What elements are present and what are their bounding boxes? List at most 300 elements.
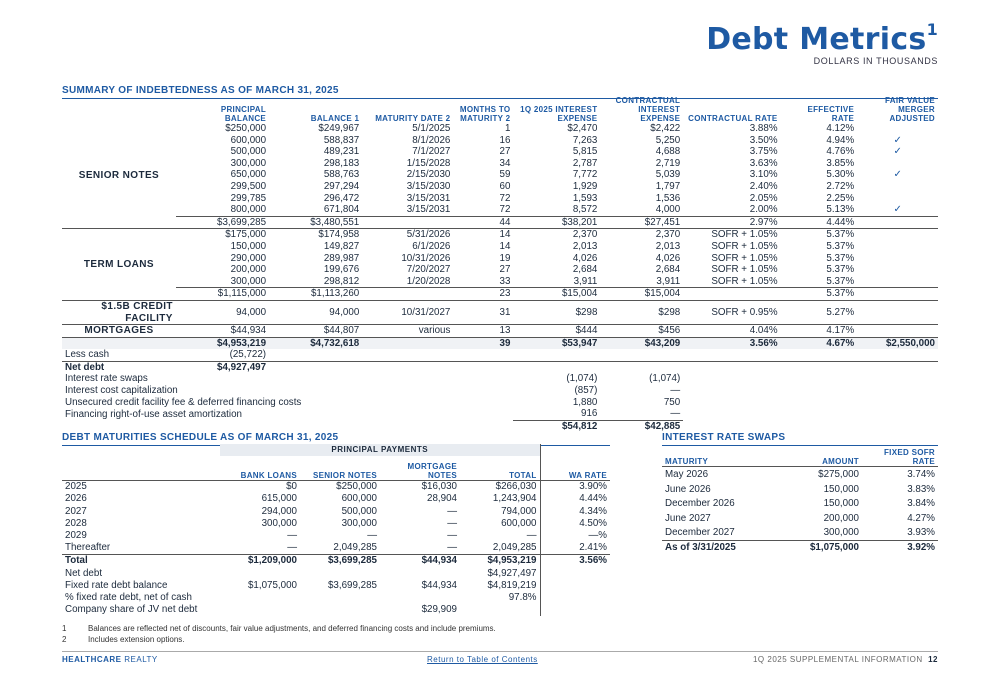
subtotal-row (62, 288, 938, 301)
column-header: MONTHS TO MATURITY 2 (459, 105, 511, 123)
table-cell: 27 (499, 264, 511, 276)
table-row (62, 555, 610, 568)
column-header: TOTAL (460, 456, 540, 481)
page-subtitle: DOLLARS IN THOUSANDS (813, 56, 938, 66)
table-cell: 150,000 (823, 498, 859, 510)
footnote (62, 624, 496, 633)
table-cell: December 2026 (665, 498, 735, 510)
table-cell: 3.10% (749, 169, 778, 181)
table-cell: 2025 (65, 481, 87, 493)
column-header: WA RATE (540, 456, 610, 481)
table-cell: 300,000 (261, 517, 297, 529)
column-header: FAIR VALUE MERGER ADJUSTED (885, 96, 935, 123)
table-cell: (25,722) (229, 349, 267, 361)
table-cell: $4,927,497 (176, 361, 269, 373)
toc-link[interactable]: Return to Table of Contents (427, 655, 538, 664)
table-row (62, 146, 938, 158)
table-cell: 1/20/2028 (406, 275, 451, 287)
table-cell: — (287, 530, 297, 542)
table-row (62, 253, 938, 265)
table-cell: 1/15/2028 (406, 157, 451, 169)
column-header: SENIOR NOTES (300, 456, 380, 481)
table-cell: 3.56% (540, 555, 610, 568)
table-cell: June 2026 (665, 483, 711, 495)
page-title: Debt Metrics$^1$ (706, 20, 938, 57)
table-cell: $298 (513, 300, 600, 324)
table-cell (362, 337, 453, 349)
table-cell: 5,815 (572, 146, 598, 158)
table-cell: 27 (499, 146, 511, 158)
table-cell: $444 (513, 325, 600, 338)
table-cell: 2,787 (572, 157, 598, 169)
row-label: Less cash (65, 349, 110, 361)
table-cell: 1,243,904 (492, 493, 537, 505)
column-header: 1Q 2025 INTEREST EXPENSE (520, 105, 598, 123)
group-label: SENIOR NOTES (62, 123, 176, 229)
column-header: MORTGAGE NOTES (380, 456, 460, 481)
table-cell (857, 158, 938, 170)
table-cell: SOFR + 1.05% (711, 240, 778, 252)
table-cell: Total (62, 555, 220, 568)
table-cell: 199,676 (323, 264, 360, 276)
table-cell: 4,688 (655, 146, 681, 158)
table-cell: 3.50% (749, 134, 778, 146)
table-cell: 10/31/2027 (362, 300, 453, 324)
table-cell: $2,550,000 (857, 337, 938, 349)
table-cell: 289,987 (323, 252, 360, 264)
footnote (62, 635, 185, 644)
table-cell: 14 (499, 240, 511, 252)
table-cell: 2.72% (826, 180, 855, 192)
table-cell: 2.40% (749, 180, 778, 192)
table-row (62, 506, 610, 518)
table-cell: SOFR + 0.95% (683, 300, 780, 324)
table-cell: 33 (499, 275, 511, 287)
table-cell: 300,000 (341, 517, 377, 529)
table-row (62, 276, 938, 288)
table-cell: 5.37% (781, 229, 858, 241)
table-cell: $2,422 (650, 123, 681, 134)
table-cell: 588,763 (323, 169, 360, 181)
table-cell (857, 300, 938, 324)
table-row (662, 511, 938, 526)
table-cell (362, 288, 453, 301)
row-label: Interest rate swaps (65, 373, 148, 385)
table-cell: 2,684 (572, 264, 598, 276)
table-cell: 299,785 (230, 192, 267, 204)
table-cell: $27,451 (600, 216, 683, 229)
footer-brand: HEALTHCARE REALTY (62, 655, 158, 664)
table-row (62, 542, 610, 555)
table-row (62, 135, 938, 147)
table-row (62, 300, 938, 324)
table-cell (857, 181, 938, 193)
table-cell: 588,837 (323, 134, 360, 146)
table-cell: (857) (574, 385, 598, 397)
table-cell: ✓ (893, 134, 902, 146)
table-cell: $1,113,260 (269, 288, 362, 301)
table-cell: 3.74% (907, 469, 935, 480)
table-cell: 2,684 (655, 264, 681, 276)
footnote-text: Balances are reflected net of discounts, fair value adjustments, and deferred financing costs and include premiums. (88, 624, 496, 633)
footnote-text: Includes extension options. (88, 635, 185, 644)
table-cell: 2.41% (540, 542, 610, 555)
table-cell: 4,000 (655, 204, 681, 216)
table-row (62, 580, 610, 592)
table-cell: $2,470 (567, 123, 598, 134)
table-cell: 7/1/2027 (412, 146, 451, 158)
table-cell: $1,075,000 (247, 579, 297, 591)
table-cell: 19 (499, 252, 511, 264)
table-cell (857, 193, 938, 205)
table-row (62, 530, 610, 542)
table-cell: 5.13% (826, 204, 855, 216)
row-label: Fixed rate debt balance (65, 579, 168, 591)
table-cell: $3,699,285 (300, 555, 380, 568)
table-cell: 4.67% (781, 337, 858, 349)
footer-right: 1Q 2025 SUPPLEMENTAL INFORMATION 12 (752, 655, 938, 664)
table-cell: (1,074) (566, 373, 598, 385)
table-cell: 14 (453, 229, 513, 241)
table-row (62, 481, 610, 494)
table-cell: 7,772 (572, 169, 598, 181)
table-cell: 750 (663, 396, 681, 408)
table-row (62, 385, 938, 397)
table-cell: 2027 (65, 505, 87, 517)
table-row (62, 169, 938, 181)
table-cell: 5.37% (826, 275, 855, 287)
table-cell: 290,000 (230, 252, 267, 264)
table-cell: 3/15/2031 (406, 192, 451, 204)
table-cell: SOFR + 1.05% (683, 229, 780, 241)
column-header: PRINCIPAL BALANCE (220, 105, 267, 123)
table-cell: 2,049,285 (333, 542, 377, 554)
table-cell: $250,000 (336, 481, 377, 493)
table-cell (362, 216, 453, 229)
table-cell: 2.05% (749, 192, 778, 204)
total-row (662, 540, 938, 554)
summary-table (62, 96, 938, 432)
table-cell: — (526, 530, 537, 542)
table-cell: June 2027 (665, 512, 711, 524)
table-cell: May 2026 (665, 469, 709, 480)
table-cell: 2,719 (655, 157, 681, 169)
table-row (62, 325, 938, 338)
swaps-table (662, 448, 938, 555)
table-cell: 3.85% (826, 157, 855, 169)
table-cell: 299,500 (230, 180, 267, 192)
table-cell: 5.37% (826, 264, 855, 276)
table-cell: 297,294 (323, 180, 360, 192)
table-cell: 800,000 (230, 204, 267, 216)
table-cell: 300,000 (230, 157, 267, 169)
table-cell: 149,827 (323, 240, 360, 252)
table-cell: 7/20/2027 (406, 264, 451, 276)
table-cell: 2,013 (655, 240, 681, 252)
table-cell: 600,000 (341, 493, 377, 505)
table-row (62, 204, 938, 216)
row-label: Net debt (62, 361, 176, 373)
column-header: AMOUNT (772, 448, 862, 467)
table-cell: ✓ (893, 146, 902, 158)
table-cell: 1,880 (572, 396, 598, 408)
table-cell: 1,797 (655, 180, 681, 192)
table-cell: 13 (453, 325, 513, 338)
table-cell: 4.12% (826, 123, 855, 134)
table-cell: $456 (600, 325, 683, 338)
table-cell: 4.76% (826, 146, 855, 158)
table-cell: 489,231 (323, 146, 360, 158)
table-cell: 4.04% (683, 325, 780, 338)
table-cell: 5.37% (826, 240, 855, 252)
table-row (62, 229, 938, 241)
table-cell: 2.97% (683, 216, 780, 229)
table-cell: $44,807 (269, 325, 362, 338)
table-cell: $4,953,219 (176, 337, 269, 349)
table-cell: $1,115,000 (176, 288, 269, 301)
table-cell: $3,480,551 (269, 216, 362, 229)
table-cell: 298,812 (323, 275, 360, 287)
row-label: Financing right-of-use asset amortization (65, 408, 242, 420)
table-cell: 4.34% (540, 506, 610, 518)
table-row (62, 568, 610, 580)
table-row (662, 482, 938, 497)
table-cell: 2,370 (513, 229, 600, 241)
table-cell: 10/31/2026 (401, 252, 451, 264)
column-header: CONTRACTUAL INTEREST EXPENSE (615, 96, 681, 123)
table-cell: $15,004 (600, 288, 683, 301)
table-cell: 72 (499, 192, 511, 204)
table-cell: 2.00% (749, 204, 778, 216)
table-cell: 298,183 (323, 157, 360, 169)
table-row (62, 349, 938, 361)
table-cell: 5/1/2025 (412, 123, 451, 134)
table-row (62, 518, 610, 530)
maturities-table (62, 444, 610, 616)
table-cell: 3,911 (656, 275, 681, 287)
table-cell: 1,929 (572, 180, 598, 192)
table-cell: 3.93% (907, 527, 935, 539)
table-cell: SOFR + 1.05% (711, 252, 778, 264)
table-cell: 3.90% (540, 481, 610, 494)
table-cell: 44 (453, 216, 513, 229)
table-cell: 3.75% (749, 146, 778, 158)
row-label: Company share of JV net debt (65, 604, 198, 616)
table-cell: 59 (499, 169, 511, 181)
column-header: BALANCE 1 (310, 114, 360, 123)
table-cell: SOFR + 1.05% (711, 275, 778, 287)
table-row (62, 373, 938, 385)
table-cell: 8/1/2026 (412, 134, 451, 146)
table-cell (857, 123, 938, 135)
table-cell: 600,000 (230, 134, 267, 146)
table-cell: 97.8% (508, 592, 537, 604)
table-cell: ✓ (893, 204, 902, 216)
table-cell: $298 (600, 300, 683, 324)
table-cell: 60 (499, 180, 511, 192)
table-cell: $3,699,285 (176, 216, 269, 229)
table-cell: — (447, 530, 457, 542)
table-cell: 5/31/2026 (362, 229, 453, 241)
table-cell: — (367, 530, 377, 542)
table-row (62, 408, 938, 420)
table-cell: 671,804 (323, 204, 360, 216)
table-cell: $38,201 (513, 216, 600, 229)
table-cell: 3.63% (749, 157, 778, 169)
table-row (62, 361, 938, 373)
table-row (62, 158, 938, 170)
group-label: MORTGAGES (62, 325, 176, 338)
table-cell: 3.88% (749, 123, 778, 134)
table-row (662, 467, 938, 482)
table-cell: 7,263 (572, 134, 598, 146)
table-cell: $44,934 (380, 555, 460, 568)
table-cell: Thereafter (65, 542, 111, 554)
table-cell: $4,732,618 (269, 337, 362, 349)
table-cell (683, 288, 780, 301)
table-cell: 4.94% (826, 134, 855, 146)
table-cell: 150,000 (823, 483, 859, 495)
table-cell: — (670, 408, 681, 420)
row-label: % fixed rate debt, net of cash (65, 592, 192, 604)
column-header: BANK LOANS (220, 456, 300, 481)
table-cell: — (447, 542, 457, 554)
table-cell: 2/15/2030 (406, 169, 451, 181)
group-header: PRINCIPAL PAYMENTS (220, 444, 540, 456)
table-cell (857, 264, 938, 276)
table-cell: 5.27% (781, 300, 858, 324)
table-cell: 2029 (65, 530, 87, 542)
table-cell: 28,904 (427, 493, 457, 505)
table-cell: 200,000 (823, 512, 859, 524)
table-cell (857, 229, 938, 241)
row-label: Unsecured credit facility fee & deferred financing costs (65, 396, 302, 408)
table-cell: 500,000 (341, 505, 377, 517)
table-cell: $29,909 (421, 604, 457, 616)
table-cell: 2,370 (600, 229, 683, 241)
table-cell: — (670, 385, 681, 397)
group-label: TERM LOANS (62, 229, 176, 301)
table-cell: $44,934 (176, 325, 269, 338)
total-row (62, 337, 938, 349)
table-cell: $266,030 (495, 481, 537, 493)
table-cell: 615,000 (261, 493, 297, 505)
table-row (62, 397, 938, 409)
table-cell: $15,004 (513, 288, 600, 301)
table-cell: 650,000 (230, 169, 267, 181)
table-cell: SOFR + 1.05% (711, 264, 778, 276)
table-cell: 8,572 (572, 204, 598, 216)
table-cell (857, 288, 938, 301)
table-row (62, 493, 610, 505)
table-cell (857, 325, 938, 338)
table-cell: 23 (453, 288, 513, 301)
column-header: CONTRACTUAL RATE (688, 114, 778, 123)
table-row (62, 604, 610, 616)
table-cell: — (287, 542, 297, 554)
table-row (62, 193, 938, 205)
table-cell: $4,953,219 (460, 555, 540, 568)
swaps-title: INTEREST RATE SWAPS (662, 432, 938, 446)
table-cell: $4,819,219 (487, 579, 537, 591)
table-row (62, 123, 938, 135)
table-cell: $43,209 (600, 337, 683, 349)
table-cell: 6/1/2026 (412, 240, 451, 252)
table-cell: $275,000 (818, 469, 859, 480)
table-cell: various (362, 325, 453, 338)
table-cell: — (447, 505, 457, 517)
table-cell: 1,536 (655, 192, 681, 204)
table-cell: As of 3/31/2025 (662, 540, 772, 554)
table-cell: 94,000 (269, 300, 362, 324)
table-cell: $42,885 (600, 420, 683, 432)
table-cell: $175,000 (176, 229, 269, 241)
table-cell: $1,075,000 (772, 540, 862, 554)
table-cell: $16,030 (421, 481, 457, 493)
summary-title: SUMMARY OF INDEBTEDNESS AS OF MARCH 31, 2025 (62, 85, 938, 99)
row-label (62, 420, 513, 432)
table-cell: 94,000 (176, 300, 269, 324)
footnote-number: 2 (62, 635, 67, 644)
table-cell: 2,049,285 (492, 542, 537, 554)
table-row (62, 181, 938, 193)
table-cell: —% (540, 530, 610, 542)
table-cell: 39 (453, 337, 513, 349)
table-cell: 4,026 (655, 252, 681, 264)
table-cell (857, 253, 938, 265)
row-label: Interest cost capitalization (65, 385, 178, 397)
table-cell: 5.37% (826, 252, 855, 264)
maturities-title: DEBT MATURITIES SCHEDULE AS OF MARCH 31, 2025 (62, 432, 610, 446)
subtotal-row (62, 216, 938, 229)
table-cell: 1,593 (572, 192, 598, 204)
table-cell: 16 (499, 134, 511, 146)
column-header: EFFECTIVE RATE (807, 105, 855, 123)
table-cell: 600,000 (501, 517, 537, 529)
table-cell: 4.27% (907, 512, 935, 524)
table-cell: 916 (581, 408, 598, 420)
table-cell: 2028 (65, 517, 87, 529)
table-cell: 3,911 (573, 275, 598, 287)
table-cell: $44,934 (421, 579, 457, 591)
table-row (62, 264, 938, 276)
table-row (62, 592, 610, 604)
table-cell: 4.44% (781, 216, 858, 229)
table-cell: 294,000 (261, 505, 297, 517)
table-cell: 1 (504, 123, 511, 134)
table-cell: 5.37% (781, 288, 858, 301)
table-cell: 5,039 (655, 169, 681, 181)
table-cell: 31 (453, 300, 513, 324)
table-cell: 3.84% (907, 498, 935, 510)
footer-divider (62, 651, 938, 652)
table-row (662, 525, 938, 540)
table-cell: — (447, 517, 457, 529)
column-header: FIXED SOFR RATE (862, 448, 938, 467)
table-cell: 3/15/2030 (406, 180, 451, 192)
table-cell: $4,927,497 (487, 567, 537, 579)
table-cell: 3.83% (907, 483, 935, 495)
table-cell: $249,967 (318, 123, 360, 134)
table-cell: 5.30% (826, 169, 855, 181)
column-header: MATURITY DATE 2 (375, 114, 451, 123)
table-cell (857, 276, 938, 288)
table-cell (857, 241, 938, 253)
table-cell: 34 (499, 157, 511, 169)
table-cell: 4,026 (572, 252, 598, 264)
table-cell: 300,000 (823, 527, 859, 539)
table-cell: 296,472 (323, 192, 360, 204)
